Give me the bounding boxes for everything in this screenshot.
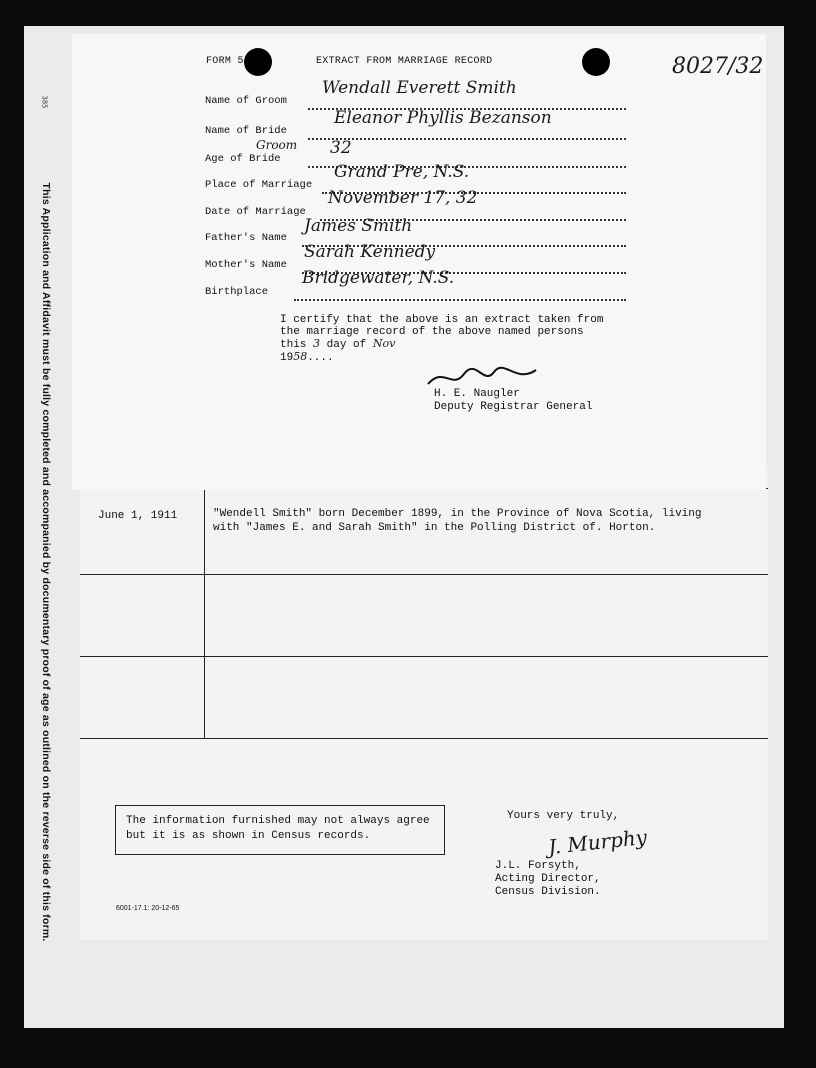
certify-day: 3 bbox=[313, 337, 321, 350]
label-mother: Mother's Name bbox=[205, 259, 287, 271]
file-number: 8027/32 bbox=[672, 54, 764, 79]
certification-text: I certify that the above is an extract taken from the marriage record of the above named persons this 3 day of Nov 1958.... bbox=[280, 314, 604, 364]
side-number: 385 bbox=[40, 95, 49, 109]
census-entry: "Wendell Smith" born December 1899, in the Province of Nova Scotia, living with "James E. and Sarah Smith" in the Polling District of. Horton. bbox=[213, 508, 702, 534]
label-groom: Name of Groom bbox=[205, 95, 287, 107]
extract-title: EXTRACT FROM MARRIAGE RECORD bbox=[316, 56, 493, 67]
punch-hole bbox=[244, 48, 272, 76]
value-groom: Wendall Everett Smith bbox=[322, 78, 517, 98]
value-date: November 17, 32 bbox=[328, 188, 478, 208]
signature-block bbox=[495, 860, 601, 899]
age-correction: Groom bbox=[256, 138, 298, 152]
table-rule bbox=[80, 738, 768, 739]
census-letter bbox=[80, 470, 768, 940]
registrar-title: Deputy Registrar General bbox=[434, 401, 593, 413]
label-bride: Name of Bride bbox=[205, 125, 287, 137]
census-date: June 1, 1911 bbox=[98, 510, 178, 522]
handwritten-signature: J. Murphy bbox=[547, 824, 649, 860]
certify-day-of: day of bbox=[326, 339, 367, 351]
form-code: 6001-17.1: 20-12-65 bbox=[116, 905, 180, 912]
value-place: Grand Pre, N.S. bbox=[334, 162, 470, 182]
registrar-block bbox=[434, 388, 592, 414]
census-notice-box: The information furnished may not always agree but it is as shown in Census records. bbox=[115, 805, 445, 855]
fill-line bbox=[308, 138, 626, 140]
label-father: Father's Name bbox=[205, 232, 287, 244]
certify-month: Nov bbox=[372, 337, 396, 350]
label-age: Age of Bride bbox=[205, 153, 281, 165]
certify-year: 58 bbox=[293, 350, 308, 363]
signer-division: Census Division. bbox=[495, 886, 601, 898]
certify-statement: I certify that the above is an extract taken from the marriage record of the above named persons this bbox=[280, 314, 604, 351]
registrar-name: H. E. Naugler bbox=[434, 388, 520, 400]
value-age: 32 bbox=[330, 138, 352, 158]
signer-title: Acting Director, bbox=[495, 873, 601, 885]
table-rule bbox=[80, 656, 768, 657]
fill-line bbox=[294, 299, 626, 301]
label-place: Place of Marriage bbox=[205, 179, 313, 191]
form-label: FORM 5 bbox=[206, 56, 244, 67]
application-instructions: This Application and Affidavit must be fully completed and accompanied by documentary proof of age as outlined on the reverse side of this form. bbox=[40, 182, 52, 942]
value-birthplace: Bridgewater, N.S. bbox=[302, 268, 455, 288]
label-birthplace: Birthplace bbox=[205, 286, 269, 298]
marriage-extract-sheet bbox=[72, 34, 766, 490]
value-bride: Eleanor Phyllis Bezanson bbox=[334, 108, 552, 128]
table-rule bbox=[80, 574, 768, 575]
certify-year-prefix: 19 bbox=[280, 352, 294, 364]
closing-line: Yours very truly, bbox=[507, 810, 620, 822]
label-date: Date of Marriage bbox=[205, 206, 306, 218]
value-father: James Smith bbox=[304, 216, 413, 236]
value-mother: Sarah Kennedy bbox=[304, 242, 436, 262]
table-column-rule bbox=[204, 488, 205, 738]
punch-hole bbox=[582, 48, 610, 76]
signer-name: J.L. Forsyth, bbox=[495, 860, 581, 872]
